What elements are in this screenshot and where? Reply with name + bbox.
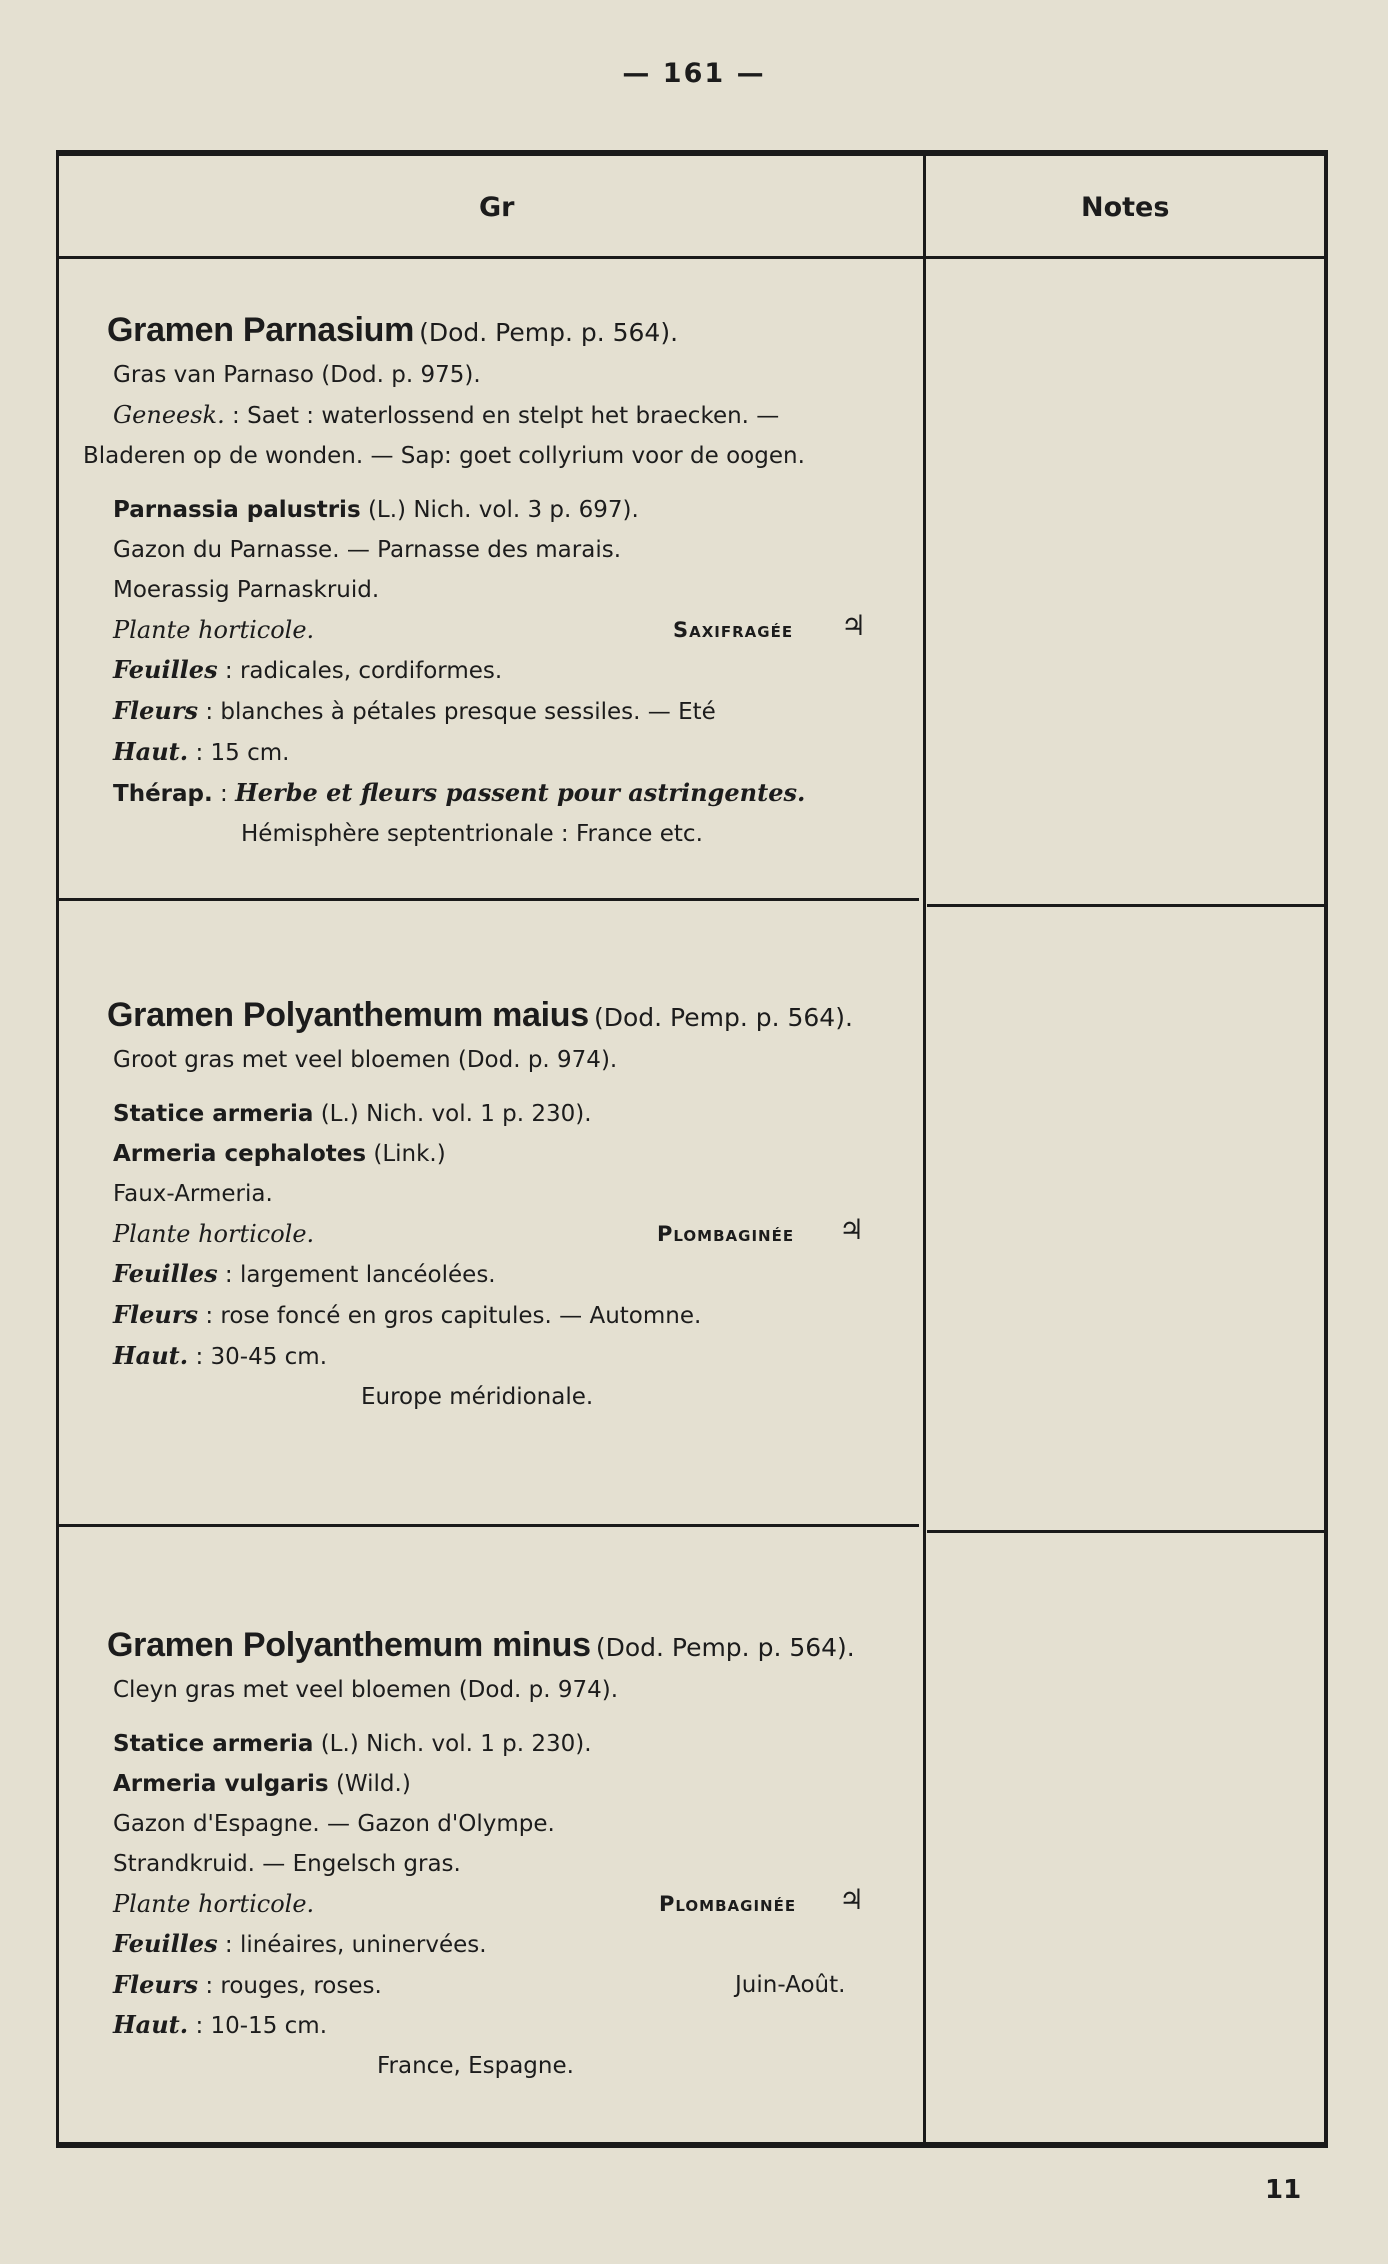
geneesk-line-2: Bladeren op de wonden. — Sap: goet collyrium voor de oogen.: [83, 443, 805, 469]
season-label: Juin-Août.: [735, 1972, 846, 1998]
feuilles-line: Feuilles : radicales, cordiformes.: [113, 655, 503, 684]
column-header-notes: Notes: [1081, 192, 1170, 223]
perennial-symbol: ♃: [839, 1213, 865, 1246]
entry-gramen-polyanthemum-minus: [59, 1626, 919, 2086]
species-line-2: Armeria cephalotes (Link.): [113, 1141, 446, 1167]
common-names-2: Moerassig Parnaskruid.: [113, 577, 380, 603]
notes-rule: [927, 904, 1327, 907]
haut-line: Haut. : 30-45 cm.: [113, 1341, 328, 1370]
entry-gramen-parnasium: [59, 311, 919, 854]
fleurs-line: Fleurs : rose foncé en gros capitules. — Automne.: [113, 1300, 702, 1329]
column-header-gr: Gr: [479, 192, 515, 223]
page-number: — 161 —: [622, 58, 766, 89]
geneesk-line: Geneesk. : Saet : waterlossend en stelpt het braecken. —: [113, 401, 780, 429]
family-label: Plombaginée: [657, 1222, 795, 1246]
family-label: Saxifragée: [673, 618, 794, 642]
entry-subtitle: Groot gras met veel bloemen (Dod. p. 974).: [113, 1047, 618, 1073]
plante-line: Plante horticole. Plombaginée ♃: [59, 1214, 919, 1254]
notes-rule: [927, 1530, 1327, 1533]
family-label: Plombaginée: [659, 1892, 797, 1916]
common-names: Gazon du Parnasse. — Parnasse des marais.: [113, 537, 621, 563]
species-line: Parnassia palustris (L.) Nich. vol. 3 p. 697).: [113, 497, 639, 523]
fleurs-line: Fleurs : blanches à pétales presque sessiles. — Eté: [113, 696, 716, 725]
therap-line: Thérap. : Herbe et fleurs passent pour astringentes.: [113, 778, 806, 807]
species-line-2: Armeria vulgaris (Wild.): [113, 1771, 411, 1797]
entry-title: Gramen Polyanthemum maius (Dod. Pemp. p. 564).: [107, 996, 853, 1034]
species-line: Statice armeria (L.) Nich. vol. 1 p. 230).: [113, 1731, 592, 1757]
fleurs-line: Fleurs : rouges, roses. Juin-Août.: [59, 1965, 919, 2005]
column-divider: [923, 156, 926, 2142]
entry-rule: [59, 1524, 919, 1527]
header-rule: [59, 256, 1324, 259]
feuilles-line: Feuilles : largement lancéolées.: [113, 1259, 496, 1288]
common-names: Faux-Armeria.: [113, 1181, 273, 1207]
entry-title: Gramen Polyanthemum minus (Dod. Pemp. p. 564).: [107, 1626, 855, 1664]
region-line: France, Espagne.: [377, 2053, 574, 2079]
region-line: Hémisphère septentrionale : France etc.: [241, 821, 703, 847]
feuilles-line: Feuilles : linéaires, uninervées.: [113, 1929, 487, 1958]
entry-gramen-polyanthemum-maius: [59, 996, 919, 1417]
common-names-2: Strandkruid. — Engelsch gras.: [113, 1851, 461, 1877]
plante-line: Plante horticole. Plombaginée ♃: [59, 1884, 919, 1924]
footer-signature-number: 11: [1265, 2175, 1302, 2205]
catalog-table: [56, 150, 1328, 2148]
plante-line: Plante horticole. Saxifragée ♃: [59, 610, 919, 650]
entry-subtitle: Cleyn gras met veel bloemen (Dod. p. 974).: [113, 1677, 619, 1703]
region-line: Europe méridionale.: [361, 1384, 594, 1410]
species-line: Statice armeria (L.) Nich. vol. 1 p. 230).: [113, 1101, 592, 1127]
entry-subtitle: Gras van Parnaso (Dod. p. 975).: [113, 362, 481, 388]
haut-line: Haut. : 10-15 cm.: [113, 2010, 328, 2039]
common-names: Gazon d'Espagne. — Gazon d'Olympe.: [113, 1811, 555, 1837]
perennial-symbol: ♃: [839, 1883, 865, 1916]
perennial-symbol: ♃: [841, 609, 867, 642]
entry-rule: [59, 898, 919, 901]
entry-title: Gramen Parnasium (Dod. Pemp. p. 564).: [107, 311, 679, 349]
haut-line: Haut. : 15 cm.: [113, 737, 290, 766]
